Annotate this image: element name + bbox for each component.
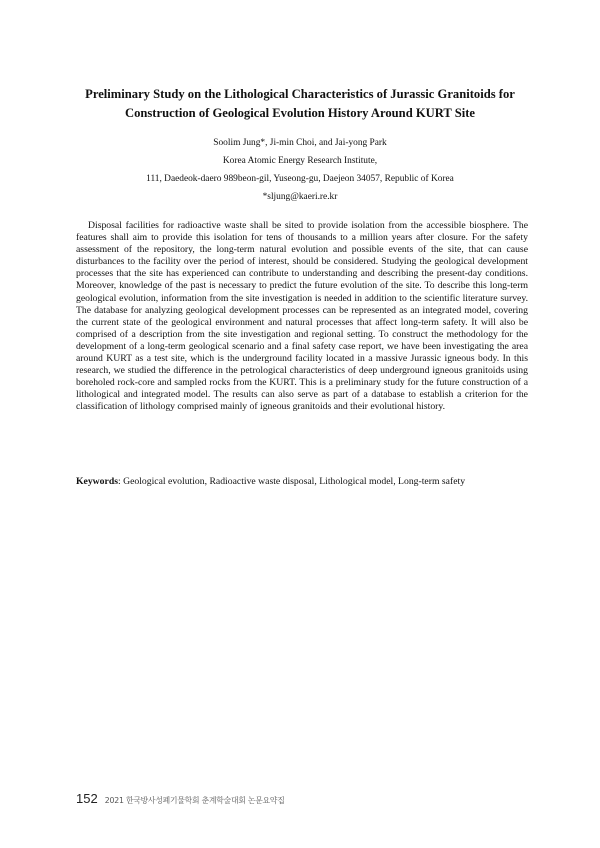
paper-title (60, 85, 540, 123)
abstract-body: Disposal facilities for radioactive waste shall be sited to provide isolation from the accessible biosphere. The features shall aim to provide this isolation for tens of thousands to a million years after closure. For the safety assessment of the repository, the long-term natural evolution and possible events of the site, that can cause disturbances to the facility over the period of interest, should be considered. Studying the geological development processes that the site has experienced can contribute to understanding and describing the present-day conditions. Moreover, knowledge of the past is necessary to predict the future evolution of the site. To describe this long-term geological evolution, information from the site investigation is needed in addition to the scientific literature survey. The database for analyzing geological development processes can be represented as an integrated model, covering the current state of the geological environment and natural processes that affect long-term safety. It will also be comprised of a description from the site investigation and regional setting. To construct the methodology for the development of a long-term geological scenario and a final safety case report, we have been investigating the area around KURT as a test site, which is the underground facility located in a massive Jurassic igneous body. In this research, we studied the difference in the petrological characteristics of deep underground igneous granitoids using boreholed rock-core and sampled rocks from the KURT. This is a preliminary study for the future construction of a lithological and integrated model. The results can also serve as part of a database to establish a criterion for the classification of lithology comprised mainly of igneous granitoids and their evolutional history. (76, 220, 528, 413)
keywords (76, 476, 528, 488)
page-number: 152 (76, 791, 98, 806)
proceedings-title: 2021 한국방사성폐기물학회 춘계학술대회 논문요약집 (104, 796, 285, 805)
email-link[interactable]: *sljung@kaeri.re.kr (262, 192, 338, 202)
title-line-2: Construction of Geological Evolution History Around KURT Site (125, 106, 475, 120)
keywords-list: : Geological evolution, Radioactive waste disposal, Lithological model, Long-term safety (117, 476, 466, 487)
address: 111, Daedeok-daero 989beon-gil, Yuseong-gu, Daejeon 34057, Republic of Korea (146, 174, 454, 184)
affiliation: Korea Atomic Energy Research Institute, (222, 156, 378, 166)
page-footer (76, 791, 285, 807)
title-line-1: Preliminary Study on the Lithological Characteristics of Jurassic Granitoids for (85, 87, 515, 101)
authors: Soolim Jung*, Ji-min Choi, and Jai-yong Park (213, 138, 387, 148)
keywords-label: Keywords (76, 476, 118, 487)
